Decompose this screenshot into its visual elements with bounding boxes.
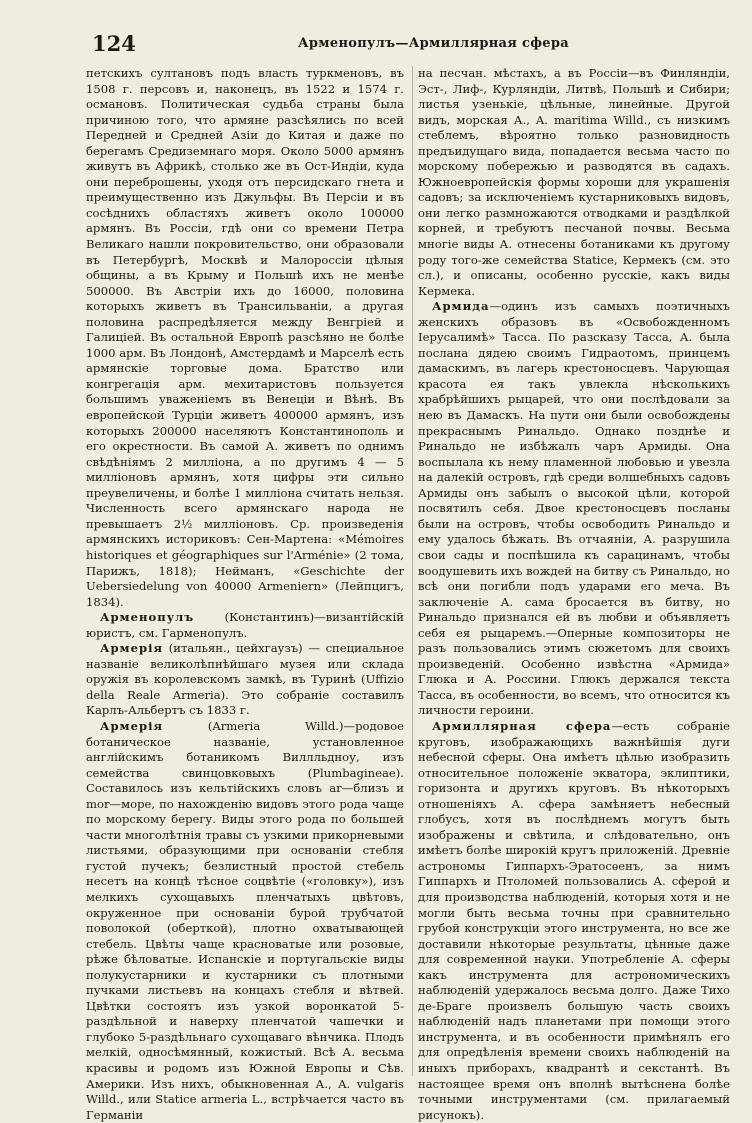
entry-title: Армерія [100,641,164,656]
left-column [86,66,404,1123]
running-head: Арменопулъ—Армиллярная сфера [298,36,569,51]
entry-text: (Константинъ)—византійскій юристъ, см. Гарменопулъ. [86,610,404,640]
entry-armillary-sphere [418,719,730,1123]
continuation-paragraph: на песчан. мѣстахъ, а въ Россіи—въ Финляндіи, Эст-, Лиф-, Курляндіи, Литвѣ, Польшѣ и Сибири; листья узенькіе, цѣльные, линейные. Другой видъ, морская А., A. maritima Willd., съ низкимъ стеблемъ, вѣроятно только разновидность предъидущаго вида, попадается весьма часто по морскому побережью и разводятся въ садахъ. Южноевропейскія формы хороши для украшенія садовъ; за исключеніемъ кустарниковыхъ видовъ, они легко размножаются отводками и раздѣлкой корней, и требуютъ песчаной почвы. Весьма многіе виды А. отнесены ботаниками къ другому роду того-же семейства Statice, Кермекъ (см. это сл.), и описаны, особенно русскіе, какъ виды Кермека. [418,66,730,298]
entry-armida [418,299,730,719]
right-column [418,66,730,1123]
column-divider [412,66,413,1076]
entry-armenopul [86,610,404,641]
entry-armeria-plant [86,719,404,1123]
continuation-paragraph: петскихъ султановъ подъ власть туркменовъ, въ 1508 г. персовъ и, наконецъ, въ 1522 и 1574 г. османовъ. Политическая судьба страны была причиною того, что армяне разсѣялись по всей Передней и Средней Азіи до Китая и даже по берегамъ Средиземнаго моря. Около 5000 армянъ живутъ въ Африкѣ, столько же въ Ост-Индіи, куда они переброшены, уходя отъ персидскаго гнета и преимущественно изъ Джульфы. Въ Персіи и въ сосѣднихъ областяхъ живетъ около 100000 армянъ. Въ Россіи, гдѣ они со времени Петра Великаго нашли покровительство, они образовали въ Петербургѣ, Москвѣ и Малороссіи цѣлыя общины, а въ Крыму и Польшѣ ихъ не менѣе 500000. Въ Австріи ихъ до 16000, половина которыхъ живетъ въ Трансильваніи, а другая половина распредѣляется между Венгріей и Галиціей. Въ остальной Европѣ разсѣяно не болѣе 1000 арм. Въ Лондонѣ, Амстердамѣ и Марселѣ есть армянскіе торговые дома. Братство или конгрегація арм. мехитаристовъ пользуется большимъ уваженіемъ въ Венеціи и Вѣнѣ. Въ европейской Турціи живетъ 400000 армянъ, изъ которыхъ 200000 населяютъ Константинополь и его окрестности. Въ самой А. живетъ по однимъ свѣдѣніямъ 2 милліона, а по другимъ 4 — 5 милліоновъ армянъ, хотя цифры эти сильно преувеличены, и болѣе 1 милліона считать нельзя. Численность всего армянскаго народа не превышаетъ 2½ милліоновъ. Ср. произведенія армянскихъ историковъ: Сен-Мартена: «Mémoires historiques et géographiques sur l'Arménie» (2 тома, Парижъ, 1818); Нейманъ, «Geschichte der Uebersiedelung von 40000 Armeniern» (Лейпцигъ, 1834). [86,66,404,609]
entry-text: (Armeria Willd.)—родовое ботаническое названіе, установленное англійскимъ ботаникомъ Виллльдноу, изъ семейства свинцовковыхъ (Plumbagineae). Составилось изъ кельтійскихъ словъ ar—близъ и mor—море, по нахожденію видовъ этого рода чаще по морскому берегу. Виды этого рода по большей части многолѣтнія травы съ узкими прикорневыми листьями, образующими при основаніи стебля густой пучекъ; безлистный простой стебель несетъ на концѣ тѣсное соцвѣтіе («головку»), изъ мелкихъ сухощавыхъ пленчатыхъ цвѣтовъ, окруженное при основаніи бурой трубчатой поволокой (оберткой), плотно охватывающей стебель. Цвѣты чаще красноватые или розовые, рѣже бѣловатые. Испанскіе и португальскіе виды полукустарники и кустарники съ плотными пучками листьевъ на концахъ стебля и вѣтвей. Цвѣтки состоятъ изъ узкой воронкатой 5-раздѣльной и наверху пленчатой чашечки и глубоко 5-раздѣльнаго сухощаваго вѣнчика. Плодъ мелкій, односѣмянный, кожистый. Всѣ А. весьма красивы и родомъ изъ Южной Европы и Сѣв. Америки. Изъ нихъ, обыкновенная А., A. vulgaris Willd., или Statice armeria L., встрѣчается часто въ Германіи [86,718,404,1122]
entry-text: —одинъ изъ самыхъ поэтичныхъ женскихъ образовъ въ «Освобожденномъ Іерусалимѣ» Тасса. По разсказу Тасса, А. была послана дядею своимъ Гидраотомъ, принцемъ дамаскимъ, въ лагерь крестоносцевъ. Чарующая красота ея такъ увлекла нѣсколькихъ храбрѣйшихъ рыцарей, что они послѣдовали за нею въ Дамаскъ. На пути они были освобождены прекраснымъ Ринальдо. Однако позднѣе и Ринальдо не избѣжалъ чаръ Армиды. Она воспылала къ нему пламенной любовью и увезла на далекій островъ, гдѣ среди волшебныхъ садовъ Армиды онъ забылъ о высокой цѣли, которой посвятилъ себя. Двое крестоносцевъ посланы были на островъ, чтобы освободить Ринальдо и ему удалось бѣжать. Въ отчаяніи, А. разрушила свои сады и поспѣшила къ сарацинамъ, чтобы воодушевить ихъ вождей на битву съ Ринальдо, но всѣ они погибли подъ ударами его меча. Въ заключеніе А. сама бросается въ битву, но Ринальдо признался ей въ любви и объявляетъ себя ея рыцаремъ.—Оперные композиторы не разъ пользовались этимъ сюжетомъ для своихъ произведеній. Особенно извѣстна «Армида» Глюка и А. Россини. Глюкъ держался текста Тасса, въ особенности, во всемъ, что относится къ личности героини. [418,299,730,718]
entry-text: —есть собраніе круговъ, изображающихъ важнѣйшія дуги небесной сферы. Она имѣетъ цѣлью изобразить относительное положеніе экватора, эклиптики, горизонта и другихъ круговъ. Въ нѣкоторыхъ отношеніяхъ А. сфера замѣняетъ небесный глобусъ, хотя въ послѣднемъ могутъ быть изображены и свѣтила, и слѣдовательно, онъ имѣетъ болѣе широкій кругъ приложеній. Древніе астрономы Гиппархъ-Эратосѳенъ, за нимъ Гиппархъ и Птоломей пользовались А. сферой и для производства наблюденій, которыя хотя и не могли быть весьма точны при сравнительно грубой конструкціи этого инструмента, но все же доставили нѣкоторые результаты, цѣнные даже для современной науки. Употребленіе А. сферы какъ инструмента для астрономическихъ наблюденій удержалось весьма долго. Даже Тихо де-Браге произвелъ большую часть своихъ наблюденій надъ планетами при помощи этого инструмента, и въ особенности примѣнялъ его для опредѣленія времени своихъ наблюденій на иныхъ приборахъ, квадрантѣ и секстантѣ. Въ настоящее время онъ вполнѣ вытѣснена болѣе точными инструментами (см. прилагаемый рисунокъ). [418,718,730,1122]
entry-title: Арменопулъ [100,610,195,625]
entry-text: (итальян., цейхгаузъ) — специальное названіе великолѣпнѣйшаго музея или склада оружія въ королевскомъ замкѣ, въ Туринѣ (Uffizio della Reale Armeria). Это собраніе составилъ Карлъ-Альбертъ съ 1833 г. [86,641,404,718]
entry-title: Армида [432,299,490,314]
entry-title: Армиллярная сфера [432,718,612,733]
entry-armeria-museum [86,641,404,719]
entry-title: Армерія [100,718,164,733]
page-header [92,31,720,57]
page-number: 124 [92,31,136,56]
